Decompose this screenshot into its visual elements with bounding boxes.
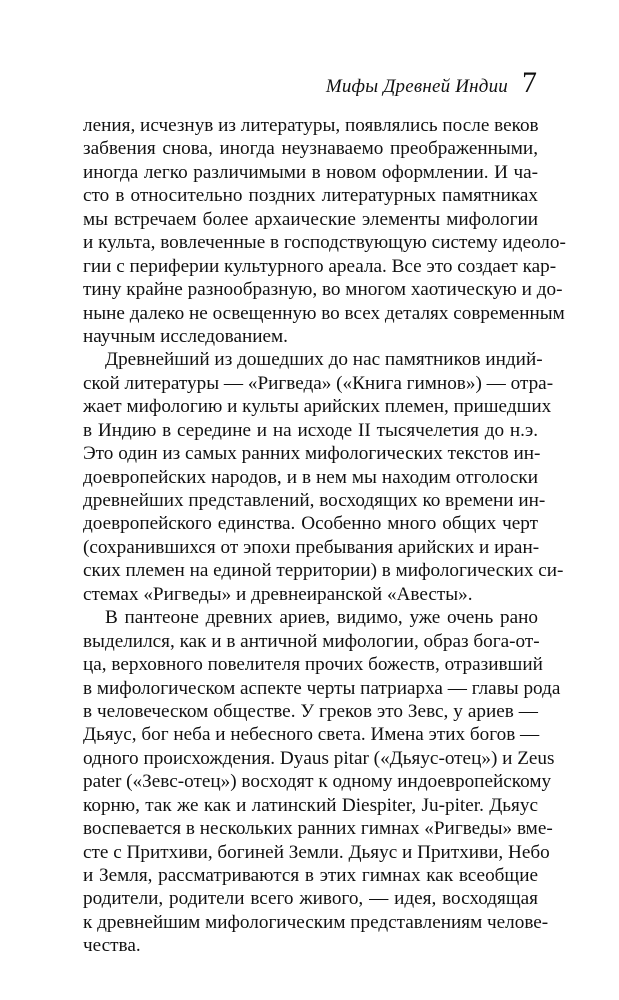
text-line: ской литературы — «Ригведа» («Книга гимнов») — отра- bbox=[83, 372, 554, 394]
text-line: сто в относительно поздних литературных памятниках bbox=[83, 185, 538, 207]
text-line: мы встречаем более архаические элементы мифологии bbox=[83, 208, 538, 230]
text-line: иногда легко различимыми в новом оформлении. И ча- bbox=[83, 161, 538, 183]
text-line: Древнейший из дошедших до нас памятников индий- bbox=[105, 349, 543, 371]
text-line: стемах «Ригведы» и древнеиранской «Авесты». bbox=[83, 583, 473, 605]
text-line: (сохранившихся от эпохи пребывания арийских и иран- bbox=[83, 536, 540, 558]
text-line: в Индию в середине и на исходе II тысячелетия до н.э. bbox=[83, 419, 538, 441]
text-line: забвения снова, иногда неузнаваемо преображенными, bbox=[83, 138, 538, 160]
text-line: гии с периферии культурного ареала. Все это создает кар- bbox=[83, 255, 557, 277]
text-line: доевропейских народов, и в нем мы находим отголоски bbox=[83, 466, 538, 488]
text-line: ления, исчезнув из литературы, появлялись после веков bbox=[83, 115, 539, 136]
text-line: ныне далеко не освещенную во всех деталях современным bbox=[83, 302, 565, 324]
text-line: древнейших представлений, восходящих ко времени ин- bbox=[83, 490, 546, 511]
text-line: и культа, вовлеченные в господствующую систему идеоло- bbox=[83, 232, 566, 254]
text-line: чества. bbox=[83, 935, 141, 957]
body-text bbox=[83, 114, 566, 958]
text-line: Это один из самых ранних мифологических текстов ин- bbox=[83, 443, 541, 465]
text-line: В пантеоне древних ариев, видимо, уже очень рано bbox=[105, 607, 538, 629]
text-line: и Земля, рассматриваются в этих гимнах как всеобщие bbox=[83, 865, 538, 886]
text-line: в человеческом обществе. У греков это Зевс, у ариев — bbox=[83, 700, 538, 722]
text-line: к древнейшим мифологическим представлениям челове- bbox=[83, 911, 549, 933]
text-line: ских племен на единой территории) в мифологических си- bbox=[83, 560, 564, 582]
text-line: ца, верховного повелителя прочих божеств, отразивший bbox=[83, 654, 543, 676]
text-line: в мифологическом аспекте черты патриарха — главы рода bbox=[83, 677, 561, 699]
text-line: доевропейского единства. Особенно много общих черт bbox=[83, 513, 538, 535]
text-line: воспевается в нескольких ранних гимнах «Ригведы» вме- bbox=[83, 818, 553, 840]
text-line: жает мифологию и культы арийских племен, пришедших bbox=[83, 396, 552, 418]
text-line: выделился, как и в античной мифологии, образ бога-от- bbox=[83, 630, 540, 652]
text-line: Дьяус, бог неба и небесного света. Имена этих богов — bbox=[83, 724, 540, 746]
text-line: корню, так же как и латинский Diespiter, Ju-piter. Дьяус bbox=[83, 794, 538, 816]
page-number: 7 bbox=[522, 66, 537, 99]
text-line: одного происхождения. Dyaus pitar («Дьяус-отец») и Zeus bbox=[83, 747, 555, 769]
text-line: тину крайне разнообразную, во многом хаотическую и до- bbox=[83, 279, 563, 301]
running-header bbox=[326, 68, 537, 98]
text-line: pater («Зевс-отец») восходят к одному индоевропейскому bbox=[83, 771, 552, 793]
running-header-title: Мифы Древней Индии bbox=[325, 76, 508, 97]
text-line: сте с Притхиви, богиней Земли. Дьяус и Притхиви, Небо bbox=[83, 841, 550, 863]
text-line: родители, родители всего живого, — идея, восходящая bbox=[83, 888, 538, 910]
text-line: научным исследованием. bbox=[83, 325, 288, 347]
